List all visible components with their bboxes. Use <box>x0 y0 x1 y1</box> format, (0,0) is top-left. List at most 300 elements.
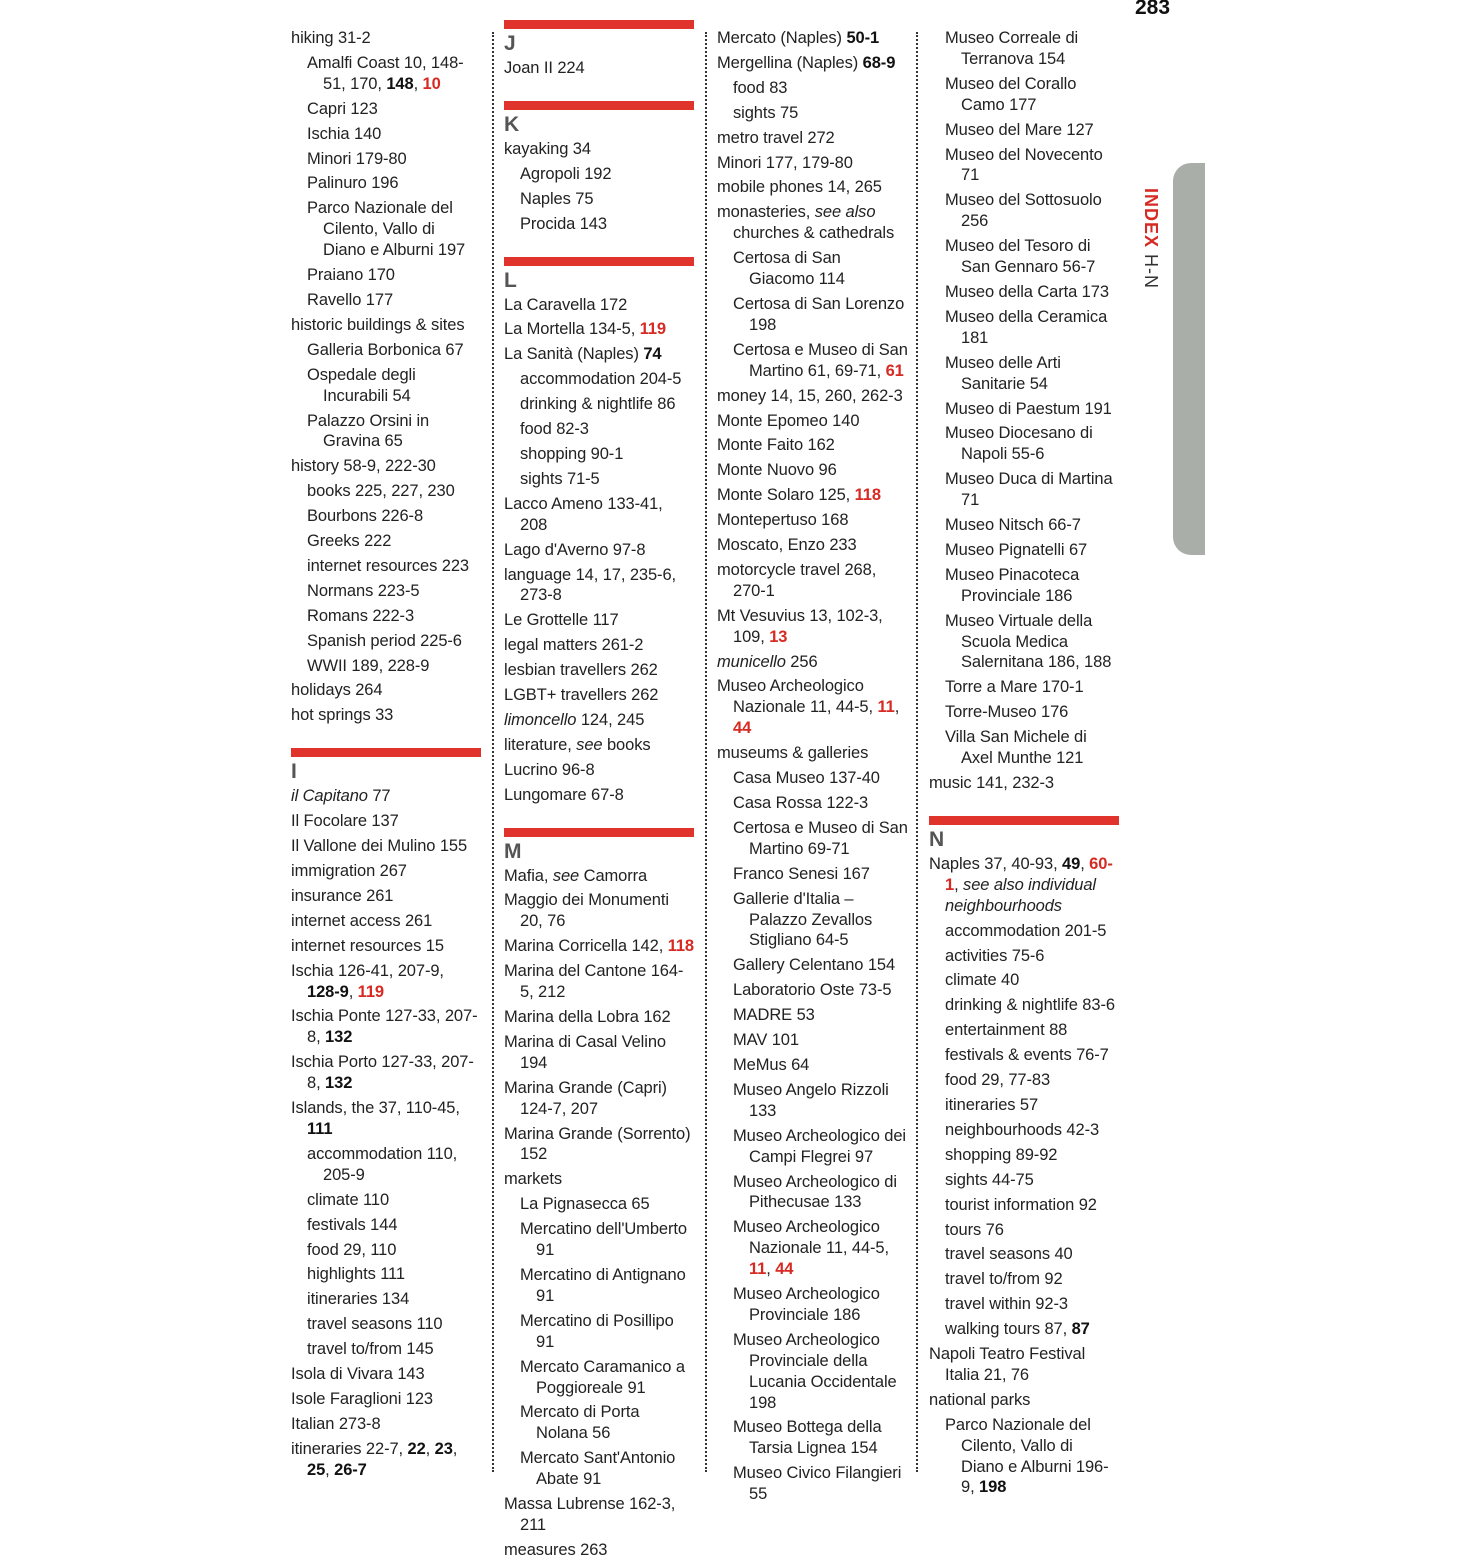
main-page-ref: 50-1 <box>846 29 880 47</box>
index-subentry <box>929 727 1119 769</box>
entry-text: Le Grottelle 117 <box>504 611 619 630</box>
map-page-ref: 119 <box>357 982 384 1001</box>
entry-text: entertainment 88 <box>945 1021 1068 1040</box>
map-page-ref: 118 <box>854 486 881 505</box>
entry-text: , <box>413 74 423 93</box>
entry-text: Naples 37, 40-93, <box>929 854 1063 873</box>
map-page-ref: 61 <box>885 361 904 380</box>
index-entry <box>717 676 909 739</box>
entry-text: walking tours 87, <box>945 1320 1072 1339</box>
entry-text: climate 110 <box>307 1190 390 1209</box>
entry-text: La Pignasecca 65 <box>520 1195 650 1214</box>
index-subentry <box>717 248 909 290</box>
entry-text: Massa Lubrense 162-3, 211 <box>504 1495 676 1534</box>
italic-text: municello <box>717 652 786 671</box>
index-entry <box>929 773 1119 794</box>
index-subentry <box>929 120 1119 141</box>
index-subentry <box>717 1172 909 1214</box>
entry-text: MeMus 64 <box>733 1055 810 1074</box>
entry-text: festivals 144 <box>307 1215 398 1234</box>
entry-text: , <box>1080 854 1090 873</box>
index-subentry <box>717 980 909 1001</box>
entry-text: Museo Nitsch 66-7 <box>945 516 1081 535</box>
index-subentry <box>929 995 1119 1016</box>
entry-text: La Sanità (Naples) <box>504 345 644 364</box>
entry-text: history 58-9, 222-30 <box>291 457 436 476</box>
entry-text: Museo del Corallo Camo 177 <box>945 74 1077 114</box>
index-subentry <box>929 1070 1119 1091</box>
entry-text: drinking & nightlife 83-6 <box>945 996 1115 1015</box>
entry-text: Gallery Celentano 154 <box>733 956 896 975</box>
entry-text: money 14, 15, 260, 262-3 <box>717 386 903 405</box>
index-subentry <box>929 515 1119 536</box>
entry-text: MADRE 53 <box>733 1006 815 1025</box>
entry-text: Museo del Tesoro di San Gennaro 56-7 <box>945 237 1096 277</box>
index-subentry <box>291 606 481 627</box>
index-subentry <box>717 818 909 860</box>
index-entry <box>504 866 694 887</box>
index-subentry <box>929 1244 1119 1265</box>
index-subentry <box>504 394 694 415</box>
index-subentry <box>717 78 909 99</box>
index-entry <box>717 743 909 764</box>
entry-text: Mercatino dell'Umberto 91 <box>520 1220 687 1260</box>
entry-text: Normans 223-5 <box>307 581 420 600</box>
entry-text: food 29, 110 <box>307 1240 397 1259</box>
index-subentry <box>929 1045 1119 1066</box>
index-subentry <box>929 1120 1119 1141</box>
entry-text: lesbian travellers 262 <box>504 661 658 680</box>
entry-text: Mafia, <box>504 866 553 885</box>
entry-text: Isole Faraglioni 123 <box>291 1389 434 1408</box>
map-page-ref: 119 <box>639 320 667 339</box>
entry-text: travel seasons 40 <box>945 1245 1073 1264</box>
entry-text: Ischia 126-41, 207-9, <box>291 961 444 980</box>
index-subentry <box>929 702 1119 723</box>
index-subentry <box>291 198 481 261</box>
entry-text: Romans 222-3 <box>307 606 415 625</box>
entry-text: Italian 273-8 <box>291 1414 381 1433</box>
section-letter: J <box>504 32 516 55</box>
entry-text: Palazzo Orsini in Gravina 65 <box>307 411 430 451</box>
entry-text: Museo Archeologico dei Campi Flegrei 97 <box>733 1126 906 1166</box>
entry-text: sights 75 <box>733 103 799 122</box>
index-subentry <box>291 365 481 407</box>
entry-text: mobile phones 14, 265 <box>717 178 882 197</box>
index-entry <box>291 705 481 726</box>
index-subentry <box>717 889 909 952</box>
index-subentry <box>291 581 481 602</box>
section-divider-bar <box>291 748 481 757</box>
entry-text: activities 75-6 <box>945 946 1045 965</box>
entry-text: Museo Correale di Terranova 154 <box>945 29 1079 68</box>
page-number: 283 <box>1135 0 1171 19</box>
entry-text: food 82-3 <box>520 420 589 439</box>
entry-text: Museo Angelo Rizzoli 133 <box>733 1080 889 1120</box>
entry-text: churches & cathedrals <box>733 224 895 243</box>
entry-text: Ischia 140 <box>307 124 382 143</box>
entry-text: Il Vallone dei Mulino 155 <box>291 837 468 856</box>
index-entry <box>504 961 694 1003</box>
entry-text: climate 40 <box>945 971 1020 990</box>
entry-text: language 14, 17, 235-6, 273-8 <box>504 565 677 605</box>
column-divider <box>705 32 707 1472</box>
entry-text: Minori 177, 179-80 <box>717 153 853 172</box>
entry-text: Casa Rossa 122-3 <box>733 794 869 812</box>
entry-text: Certosa e Museo di San Martino 69-71 <box>733 818 908 858</box>
entry-text: shopping 90-1 <box>520 444 624 463</box>
index-subentry <box>291 290 481 311</box>
index-subentry <box>504 1219 694 1261</box>
entry-text: hot springs 33 <box>291 706 394 725</box>
main-page-ref: 198 <box>979 1478 1007 1497</box>
entry-text: itineraries 134 <box>307 1290 410 1309</box>
main-page-ref: 23 <box>434 1439 453 1458</box>
entry-text: books 225, 227, 230 <box>307 482 455 501</box>
entry-text: Maggio dei Monumenti 20, 76 <box>504 891 669 931</box>
entry-text: travel to/from 92 <box>945 1270 1063 1289</box>
index-entry <box>717 28 909 49</box>
italic-text: see <box>576 735 603 754</box>
main-page-ref: 87 <box>1071 1320 1090 1339</box>
entry-text: holidays 264 <box>291 681 383 700</box>
entry-text: neighbourhoods 42-3 <box>945 1120 1100 1139</box>
index-entry <box>504 610 694 631</box>
entry-text: metro travel 272 <box>717 128 835 147</box>
index-subentry <box>717 768 909 789</box>
index-entry <box>717 535 909 556</box>
index-subentry <box>504 444 694 465</box>
entry-text: sights 71-5 <box>520 469 600 488</box>
index-entry <box>717 53 909 74</box>
index-subentry <box>291 149 481 170</box>
index-entry <box>717 460 909 481</box>
entry-text: , <box>425 1439 435 1458</box>
index-entry <box>717 411 909 432</box>
index-subentry <box>929 469 1119 511</box>
entry-text: Marina Grande (Capri) 124-7, 207 <box>504 1078 667 1118</box>
section-divider-bar <box>504 20 694 29</box>
entry-text: Villa San Michele di Axel Munthe 121 <box>945 728 1087 768</box>
index-entry <box>291 936 481 957</box>
index-subentry <box>291 53 481 95</box>
index-entry <box>291 786 481 807</box>
index-subentry <box>717 1055 909 1076</box>
index-entry <box>291 1389 481 1410</box>
index-entry <box>291 1052 481 1094</box>
index-entry <box>929 1344 1119 1386</box>
entry-text: Montepertuso 168 <box>717 511 849 530</box>
entry-text: Camorra <box>579 866 648 885</box>
index-subentry <box>929 282 1119 303</box>
entry-text: kayaking 34 <box>504 139 591 158</box>
entry-text: Lacco Ameno 133-41, 208 <box>504 494 663 534</box>
entry-text: La Mortella 134-5, <box>504 320 640 339</box>
entry-text: insurance 261 <box>291 886 394 905</box>
entry-text: Monte Faito 162 <box>717 436 835 455</box>
index-subentry <box>929 1195 1119 1216</box>
entry-text: Museo del Sottosuolo 256 <box>945 191 1102 231</box>
entry-text: Museo Bottega della Tarsia Lignea 154 <box>733 1418 882 1458</box>
index-subentry <box>717 793 909 814</box>
index-entry <box>504 936 694 957</box>
entry-text: Joan II 224 <box>504 59 585 77</box>
main-page-ref: 49 <box>1062 854 1081 873</box>
main-page-ref: 26-7 <box>334 1460 367 1479</box>
entry-text: MAV 101 <box>733 1031 799 1050</box>
entry-text: Museo Archeologico Provinciale della Lucania Occidentale 198 <box>733 1330 897 1412</box>
entry-text: Museo Diocesano di Napoli 55-6 <box>945 424 1093 464</box>
section-letter: I <box>291 760 297 784</box>
entry-text: Mercato (Naples) <box>717 29 847 47</box>
entry-text: books <box>602 735 651 754</box>
index-subentry <box>929 1170 1119 1191</box>
index-subentry <box>929 353 1119 395</box>
entry-text: Parco Nazionale del Cilento, Vallo di Diano e Alburni 197 <box>307 199 466 260</box>
index-entry <box>504 710 694 731</box>
index-subentry <box>291 556 481 577</box>
index-subentry <box>291 1339 481 1360</box>
index-subentry <box>929 423 1119 465</box>
section-divider-bar <box>504 828 694 837</box>
index-entry <box>717 177 909 198</box>
entry-text: Torre a Mare 170-1 <box>945 678 1084 697</box>
main-page-ref: 148 <box>386 74 414 93</box>
index-subentry <box>929 1269 1119 1290</box>
index-entry <box>717 652 909 673</box>
column-divider <box>492 32 494 1472</box>
index-subentry <box>929 190 1119 232</box>
entry-text: internet resources 223 <box>307 556 469 575</box>
section-letter: M <box>504 839 522 863</box>
index-subentry <box>291 1314 481 1335</box>
section-tab-range: H-N <box>1141 254 1161 290</box>
index-subentry <box>929 970 1119 991</box>
entry-text: , <box>325 1460 335 1479</box>
index-entry <box>291 961 481 1003</box>
index-entry <box>504 1007 694 1028</box>
index-entry <box>504 139 694 160</box>
entry-text: Praiano 170 <box>307 266 395 285</box>
map-page-ref: 44 <box>733 719 752 738</box>
italic-text: il Capitano <box>291 787 368 806</box>
entry-text: music 141, 232-3 <box>929 774 1054 792</box>
entry-text: accommodation 201-5 <box>945 921 1107 940</box>
main-page-ref: 132 <box>325 1028 353 1047</box>
entry-text: Marina del Cantone 164-5, 212 <box>504 962 684 1002</box>
section-divider-bar <box>929 816 1119 825</box>
entry-text: Casa Museo 137-40 <box>733 769 880 788</box>
index-entry <box>291 811 481 832</box>
entry-text: Mercato Caramanico a Poggioreale 91 <box>520 1357 685 1397</box>
entry-text: Moscato, Enzo 233 <box>717 536 857 555</box>
entry-text: Torre-Museo 176 <box>945 703 1069 722</box>
index-entry <box>717 560 909 602</box>
index-entry <box>504 1494 694 1536</box>
index-subentry <box>929 565 1119 607</box>
entry-text: Lucrino 96-8 <box>504 760 595 779</box>
index-subentry <box>929 921 1119 942</box>
index-subentry <box>291 656 481 677</box>
index-entry <box>717 510 909 531</box>
entry-text: Museo Duca di Martina 71 <box>945 470 1113 510</box>
entry-text: Marina Corricella 142, <box>504 937 668 956</box>
index-entry <box>504 660 694 681</box>
index-subentry <box>291 99 481 120</box>
index-subentry <box>504 1194 694 1215</box>
entry-text: Mercato di Porta Nolana 56 <box>520 1403 640 1443</box>
index-entry <box>291 1439 481 1481</box>
index-entry <box>504 890 694 932</box>
map-page-ref: 44 <box>775 1260 794 1279</box>
index-subentry <box>291 531 481 552</box>
entry-text: Napoli Teatro Festival Italia 21, 76 <box>929 1345 1086 1384</box>
entry-text: Museo del Mare 127 <box>945 120 1094 139</box>
entry-text: Ischia Porto 127-33, 207-8, <box>291 1053 474 1093</box>
index-subentry <box>291 481 481 502</box>
entry-text: Certosa e Museo di San Martino 61, 69-71, <box>733 340 908 380</box>
index-subentry <box>929 399 1119 420</box>
entry-text: Il Focolare 137 <box>291 812 399 831</box>
entry-text: tourist information 92 <box>945 1195 1097 1214</box>
index-entry <box>291 1098 481 1140</box>
entry-text: Minori 179-80 <box>307 149 407 168</box>
entry-text: Museo del Novecento 71 <box>945 145 1103 185</box>
index-subentry <box>929 1294 1119 1315</box>
index-subentry <box>929 1415 1119 1499</box>
index-column-1 <box>291 28 481 1485</box>
index-subentry <box>929 307 1119 349</box>
entry-text: sights 44-75 <box>945 1170 1034 1189</box>
entry-text: Museo Archeologico Nazionale 11, 44-5, <box>717 677 878 717</box>
index-entry <box>504 635 694 656</box>
entry-text: Lago d'Averno 97-8 <box>504 540 646 559</box>
index-subentry <box>291 173 481 194</box>
index-entry <box>929 1390 1119 1411</box>
column-divider <box>916 32 918 1472</box>
entry-text: accommodation 204-5 <box>520 370 682 389</box>
entry-text: 77 <box>367 787 391 806</box>
index-entry <box>504 295 694 316</box>
index-subentry <box>717 1284 909 1326</box>
index-entry <box>291 28 481 49</box>
section-tab-title: INDEX <box>1141 188 1161 249</box>
entry-text: Greeks 222 <box>307 532 392 551</box>
entry-text: , <box>894 698 900 717</box>
index-subentry <box>717 1330 909 1414</box>
index-subentry <box>291 340 481 361</box>
index-subentry <box>504 1357 694 1399</box>
entry-text: festivals & events 76-7 <box>945 1046 1109 1065</box>
entry-text: Mt Vesuvius 13, 102-3, 109, <box>717 606 883 646</box>
entry-text: Certosa di San Lorenzo 198 <box>733 294 905 334</box>
index-subentry <box>929 28 1119 70</box>
index-subentry <box>717 294 909 336</box>
entry-text: Museo Pignatelli 67 <box>945 540 1088 559</box>
entry-text: drinking & nightlife 86 <box>520 395 676 414</box>
entry-text: Isola di Vivara 143 <box>291 1365 425 1384</box>
index-subentry <box>717 955 909 976</box>
entry-text: literature, <box>504 735 577 754</box>
entry-text: Museo Archeologico Provinciale 186 <box>733 1285 880 1324</box>
entry-text: museums & galleries <box>717 744 869 763</box>
index-subentry <box>291 1144 481 1186</box>
map-page-ref: 11 <box>877 698 895 717</box>
index-entry <box>291 1006 481 1048</box>
entry-text: Museo della Ceramica 181 <box>945 307 1108 347</box>
entry-text: itineraries 22-7, <box>291 1439 408 1458</box>
section-divider-bar <box>504 101 694 110</box>
index-entry <box>291 1414 481 1435</box>
entry-text: internet resources 15 <box>291 936 444 955</box>
section-divider-bar <box>504 257 694 266</box>
entry-text: Bourbons 226-8 <box>307 507 424 526</box>
entry-text: 256 <box>785 652 818 671</box>
entry-text: Islands, the 37, 110-45, <box>291 1099 460 1118</box>
entry-text: Lungomare 67-8 <box>504 785 624 804</box>
index-subentry <box>291 1190 481 1211</box>
index-subentry <box>504 1265 694 1307</box>
entry-text: internet access 261 <box>291 911 433 930</box>
index-entry <box>504 344 694 365</box>
section-letter: N <box>929 827 945 851</box>
entry-text: , <box>766 1260 776 1279</box>
index-entry <box>504 1032 694 1074</box>
index-subentry <box>929 236 1119 278</box>
entry-text: Spanish period 225-6 <box>307 631 462 650</box>
index-subentry <box>291 1215 481 1236</box>
entry-text: tours 76 <box>945 1220 1004 1239</box>
main-page-ref: 128-9 <box>307 982 349 1001</box>
index-subentry <box>504 164 694 185</box>
index-entry <box>291 680 481 701</box>
entry-text: Marina Grande (Sorrento) 152 <box>504 1124 691 1164</box>
entry-text: Monte Epomeo 140 <box>717 411 860 430</box>
entry-text: Certosa di San Giacomo 114 <box>733 249 845 289</box>
entry-text: accommodation 110, 205-9 <box>307 1144 458 1184</box>
index-entry <box>291 836 481 857</box>
entry-text: Agropoli 192 <box>520 164 612 183</box>
map-page-ref: 11 <box>749 1260 767 1279</box>
index-subentry <box>504 1448 694 1490</box>
index-subentry <box>504 214 694 235</box>
index-subentry <box>504 1402 694 1444</box>
entry-text: Ospedale degli Incurabili 54 <box>307 365 416 405</box>
index-entry <box>504 760 694 781</box>
index-entry <box>504 785 694 806</box>
index-entry <box>504 319 694 340</box>
index-entry <box>504 1169 694 1190</box>
entry-text: monasteries, <box>717 203 815 222</box>
entry-text: travel to/from 145 <box>307 1340 434 1359</box>
index-entry <box>504 58 694 79</box>
index-entry <box>291 861 481 882</box>
entry-text: Monte Nuovo 96 <box>717 461 837 480</box>
entry-text: food 83 <box>733 78 788 97</box>
entry-text: measures 263 <box>504 1540 608 1559</box>
entry-text: food 29, 77-83 <box>945 1071 1051 1090</box>
index-entry <box>717 386 909 407</box>
index-subentry <box>929 540 1119 561</box>
index-entry <box>504 735 694 756</box>
entry-text: Ravello 177 <box>307 290 394 309</box>
entry-text: Museo Civico Filangieri 55 <box>733 1464 902 1504</box>
entry-text: motorcycle travel 268, 270-1 <box>717 560 877 600</box>
index-subentry <box>504 189 694 210</box>
entry-text: , <box>452 1439 458 1458</box>
index-column-3 <box>717 28 909 1509</box>
main-page-ref: 68-9 <box>862 53 896 72</box>
